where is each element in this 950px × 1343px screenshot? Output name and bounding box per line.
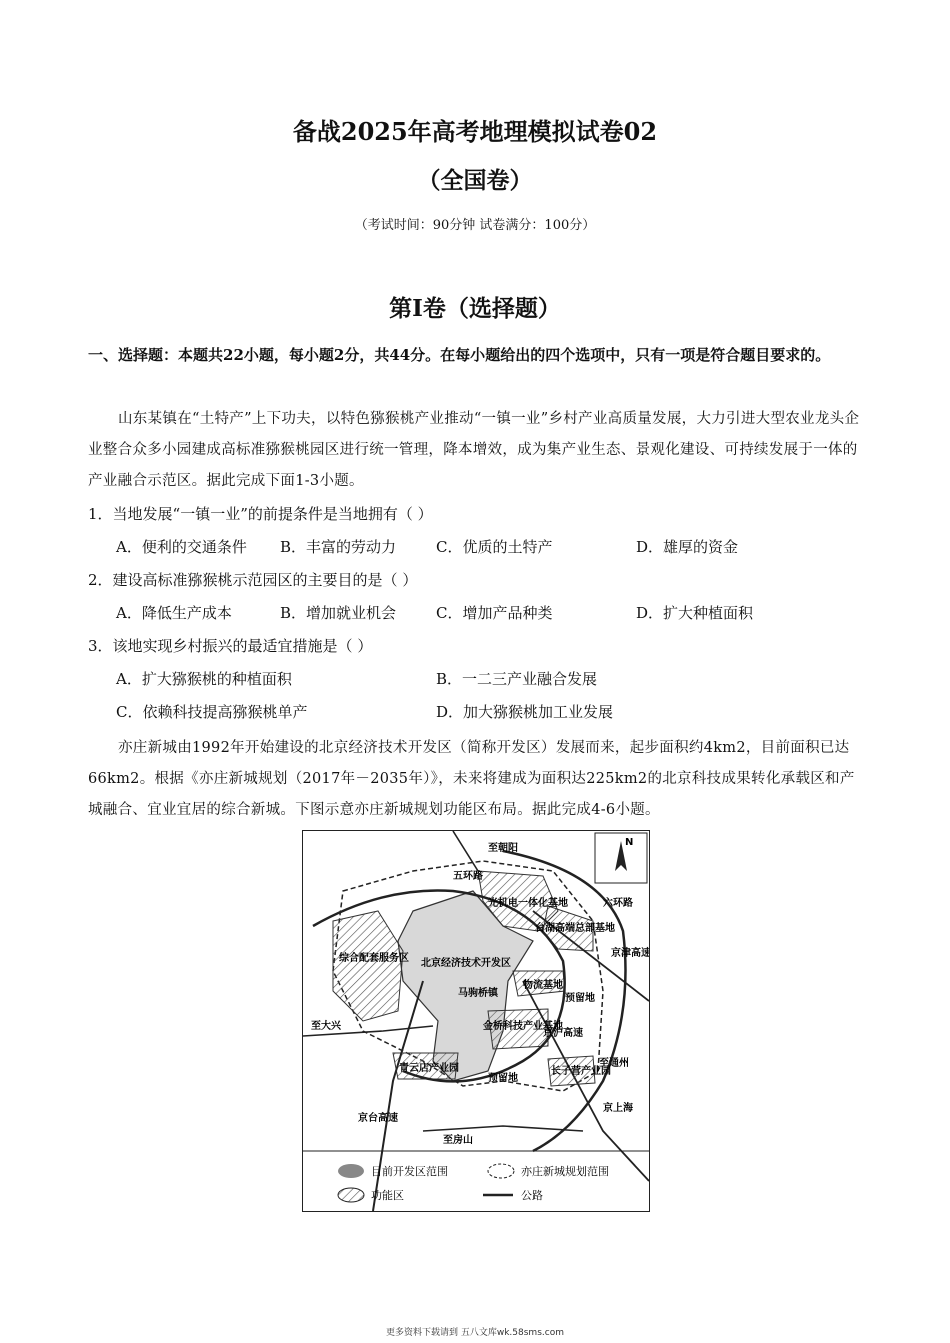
zone-service-shape	[333, 911, 403, 1021]
question-3-option-c: C．依赖科技提高猕猴桃单产	[116, 703, 308, 721]
legend-function-zone: 功能区	[371, 1189, 404, 1202]
label-sixth-ring: 六环路	[603, 898, 633, 909]
label-to-fangshan: 至房山	[443, 1135, 473, 1146]
passage-1: 山东某镇在“土特产”上下功夫，以特色猕猴桃产业推动“一镇一业”乡村产业高质量发展，大力引进大型农业龙头企业整合众多小园建成高标准猕猴桃园区进行统一管理，降本增效，成为集产业生态、景观化建设、可持续发展于一体的产业融合示范区。据此完成下面1-3小题。	[88, 411, 860, 489]
label-reserve-1: 预留地	[565, 993, 595, 1004]
question-1-option-d: D．雄厚的资金	[636, 538, 739, 556]
exam-info: （考试时间：90分钟 试卷满分：100分）	[354, 218, 596, 233]
question-1-option-c: C．优质的土特产	[436, 538, 553, 556]
question-2-option-c: C．增加产品种类	[436, 604, 553, 622]
label-service: 综合配套服务区	[339, 953, 409, 964]
legend-current-zone: 目前开发区范围	[371, 1165, 448, 1178]
question-1-option-b: B．丰富的劳动力	[280, 538, 397, 556]
north-label: N	[625, 837, 634, 848]
label-jingtai: 京台高速	[358, 1113, 398, 1124]
section-instructions: 一、选择题：本题共22小题，每小题2分，共44分。在每小题给出的四个选项中，只有一项是符合题目要求的。	[88, 346, 831, 364]
question-3-option-a: A．扩大猕猴桃的种植面积	[116, 670, 292, 688]
label-jinqiao: 金桥科技产业基地	[483, 1021, 563, 1032]
label-reserve-2: 预留地	[488, 1073, 518, 1084]
legend-plan-zone: 亦庄新城规划范围	[521, 1165, 609, 1178]
label-bda: 北京经济技术开发区	[421, 958, 511, 969]
label-to-chaoyang: 至朝阳	[488, 843, 518, 854]
label-taihu: 台湖高端总部基地	[535, 923, 615, 934]
exam-subtitle: （全国卷）	[417, 167, 533, 194]
label-qingyundian: 青云店产业园	[399, 1063, 459, 1074]
legend-current-zone-swatch	[338, 1164, 364, 1178]
label-jinghu: 京沪高速	[543, 1028, 583, 1039]
question-3-stem: 3．该地实现乡村振兴的最适宜措施是（ ）	[88, 637, 373, 655]
page-footer: 更多资料下载请到 五八文库wk.58sms.com	[386, 1328, 564, 1338]
label-fifth-ring: 五环路	[453, 871, 483, 882]
label-jingshang: 京上海	[603, 1103, 633, 1114]
map-svg	[303, 831, 649, 1211]
label-majuqiao: 马驹桥镇	[458, 988, 498, 999]
passage-2: 亦庄新城由1992年开始建设的北京经济技术开发区（简称开发区）发展而来，起步面积约4km2，目前面积已达66km2。根据《亦庄新城规划（2017年－2035年）》，未来将建成为面积达225km2的北京科技成果转化承载区和产城融合、宜业宜居的综合新城。下图示意亦庄新城规划功能区布局。据此完成4-6小题。	[88, 740, 855, 818]
exam-title: 备战2025年高考地理模拟试卷02	[292, 117, 658, 146]
legend-road: 公路	[521, 1189, 543, 1202]
question-2-option-a: A．降低生产成本	[116, 604, 232, 622]
legend-plan-zone-swatch	[488, 1164, 514, 1178]
question-1-option-a: A．便利的交通条件	[116, 538, 247, 556]
road-to-fangshan	[423, 1126, 583, 1131]
label-optomech: 光机电一体化基地	[488, 898, 568, 909]
question-3-option-d: D．加大猕猴桃加工业发展	[436, 703, 614, 721]
label-jingjin: 京津高速	[611, 948, 649, 959]
question-2-option-d: D．扩大种植面积	[636, 604, 754, 622]
question-3-option-b: B．一二三产业融合发展	[436, 670, 598, 688]
question-2-stem: 2．建设高标准猕猴桃示范园区的主要目的是（ ）	[88, 571, 418, 589]
label-changziying: 长子营产业园	[551, 1066, 611, 1077]
question-1-stem: 1．当地发展“一镇一业”的前提条件是当地拥有（ ）	[88, 505, 433, 523]
legend-function-zone-swatch	[338, 1188, 364, 1202]
label-to-tongzhou: 至通州	[599, 1058, 629, 1069]
label-logistics: 物流基地	[523, 980, 563, 991]
yizhuang-map	[302, 830, 650, 1212]
label-to-daxing: 至大兴	[311, 1021, 341, 1032]
question-2-option-b: B．增加就业机会	[280, 604, 397, 622]
section-title: 第I卷（选择题）	[389, 295, 561, 322]
